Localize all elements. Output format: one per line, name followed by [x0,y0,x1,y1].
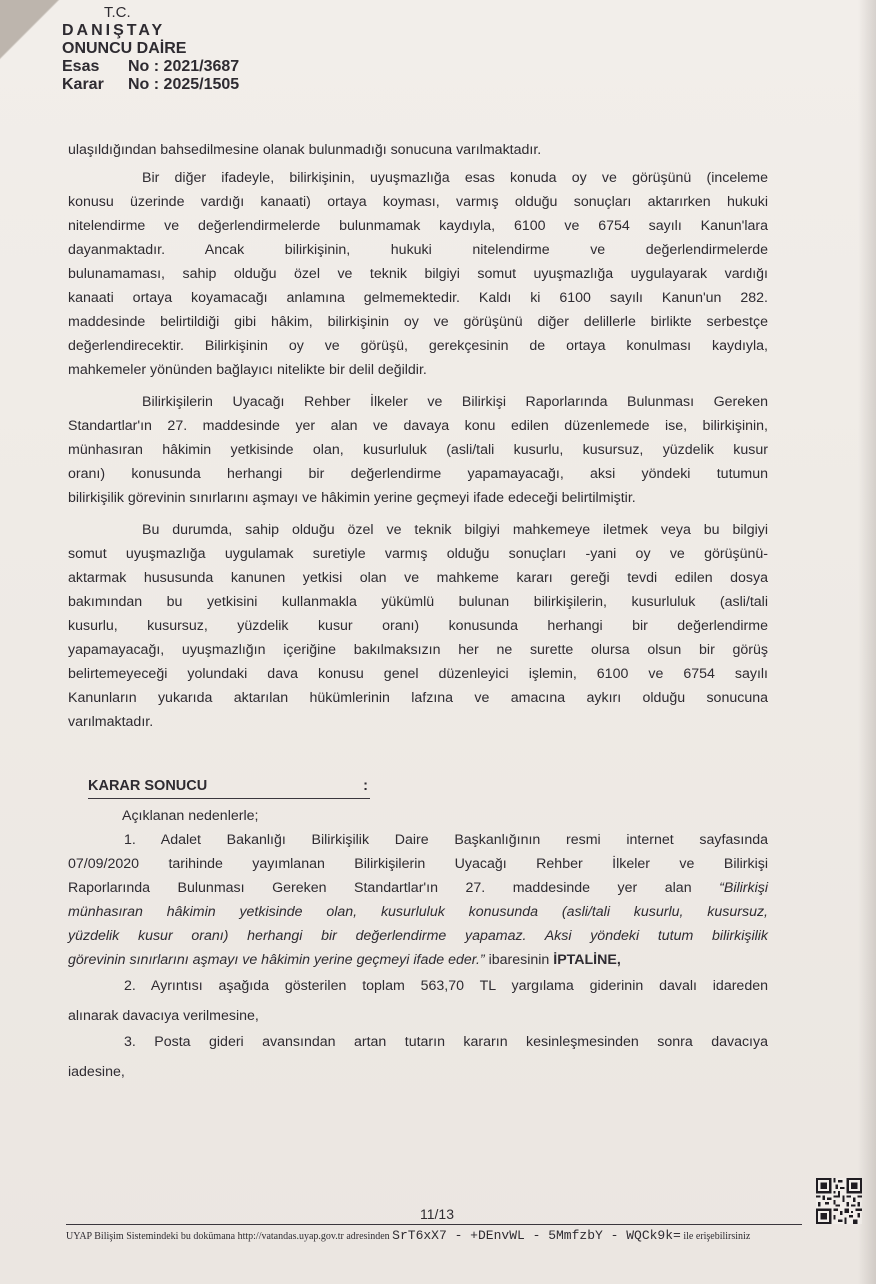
karar-item1-quote: “Bilirkişi [719,880,768,896]
karar-item3-line: 3. Posta gideri avansından artan tutarın kararın kesinleşmesinden sonra davacıya [124,1034,768,1050]
page-edge-shadow [858,0,876,1284]
karar-item1-line: 1. Adalet Bakanlığı Bilirkişilik Daire Başkanlığının resmi internet sayfasında [124,832,768,848]
body-line: münhasıran hâkimin yetkisinde olan, kusurluluk (asli/tali kusurlu, kusursuz, yüzdelik kusur [68,442,768,458]
body-line: Bilirkişilerin Uyacağı Rehber İlkeler ve Bilirkişi Raporlarında Bulunması Gereken [142,394,768,410]
body-line: bulunamaması, sahip olduğu özel ve teknik bilgiyi somut uyuşmazlığa uygulayarak vardığı [68,266,768,282]
body-line: varılmaktadır. [68,714,154,730]
karar-item1-line [68,900,768,924]
body-line: Bu durumda, sahip olduğu özel ve teknik bilgiyi mahkemeye iletmek veya bu bilgiyi [142,522,768,538]
body-line: Kanunların yukarıda aktarılan hükümlerinin lafzına ve amacına aykırı olduğu sonucuna [68,690,768,706]
body-line: somut uyuşmazlığa uygulamak suretiyle varmış olduğu sonuçları -yani oy ve görüşünü- [68,546,768,562]
folded-corner [0,0,60,60]
document-header [62,4,239,94]
uyap-prefix: UYAP Bilişim Sistemindeki bu dokümana http://vatandas.uyap.gov.tr adresinden [66,1231,390,1242]
uyap-access-footer [66,1228,750,1243]
body-line: Bir diğer ifadeyle, bilirkişinin, uyuşmazlığa esas konuda oy ve görüşünü (inceleme [142,170,768,186]
qr-code-icon [816,1178,862,1224]
body-line: oranı) konusunda herhangi bir değerlendirme yapamayacağı, aksi yöndeki tutumun [68,466,768,482]
karar-sonucu-heading [88,774,370,799]
body-line: nitelendirme ve değerlendirmelerde bulunmamak kaydıyla, 6100 ve 6754 sayılı Kanun'lara [68,218,768,234]
body-line: yapamayacağı, uyuşmazlığın içeriğine bakılmaksızın her ne surette olursa olsun bir görüş [68,642,768,658]
body-line: bakımından bu yetkisini kullanmakla yükümlü bulunan bilirkişilerin, kusurluluk (asli/tali [68,594,768,610]
karar-item1-line [68,876,768,900]
karar-sonucu-colon: : [363,778,368,794]
iptaline-verdict: İPTALİNE, [553,952,621,968]
uyap-suffix: ile erişebilirsiniz [683,1231,751,1242]
body-line: aktarmak hususunda kanunen yetkisi olan ve mahkeme kararı gereği tevdi edilen dosya [68,570,768,586]
body-line: bilirkişilik görevinin sınırlarını aşmayı ve hâkimin yerine geçmeyi ifade edeceği belirtilmiştir. [68,490,636,506]
karar-item1-line [68,924,768,948]
esas-number: No : 2021/3687 [128,58,240,75]
karar-item1-quote: yüzdelik kusur oranı) herhangi bir değerlendirme yapamaz. Aksi yöndeki tutum bilirkişilik [68,928,768,944]
karar-item1-text: Raporlarında Bulunması Gereken Standartlar'ın 27. maddesinde yer alan [68,880,692,896]
institution-name: DANIŞTAY [62,22,166,39]
body-line: belirtemeyeceği yolundaki dava konusu genel düzenleyici işlemin, 6100 ve 6754 sayılı [68,666,768,682]
republic-label: T.C. [104,4,131,21]
karar-item1-line: 07/09/2020 tarihinde yayımlanan Bilirkişilerin Uyacağı Rehber İlkeler ve Bilirkişi [68,856,768,872]
esas-label: Esas [62,58,100,75]
body-line: kusurlu, kusursuz, yüzdelik kusur oranı) konusunda herhangi bir değerlendirme [68,618,768,634]
karar-label: Karar [62,76,104,93]
body-line: değerlendirecektir. Bilirkişinin oy ve görüşü, gerekçesinin de ortaya konulması kaydıyla, [68,338,768,354]
karar-item1-quote: münhasıran hâkimin yetkisinde olan, kusurluluk konusunda (asli/tali kusurlu, kusursuz, [68,904,768,920]
page-number: 11/13 [420,1206,454,1222]
body-line: ulaşıldığından bahsedilmesine olanak bulunmadığı sonucuna varılmaktadır. [68,142,542,158]
karar-row [62,76,239,94]
esas-row [62,58,239,76]
karar-item1-quote: görevinin sınırlarını aşmayı ve hâkimin yerine geçmeyi ifade eder.” [68,952,485,968]
document-access-code: SrT6xX7 - +DEnvWL - 5MmfzbY - WQCk9k= [392,1228,681,1243]
body-line: konusu üzerinde vardığı kanaati) ortaya koyması, varmış olduğu sonuçları aktarırken hukuki [68,194,768,210]
karar-item1-line [68,948,768,972]
karar-item2-line: 2. Ayrıntısı aşağıda gösterilen toplam 563,70 TL yargılama giderinin davalı idareden [124,978,768,994]
footer-divider [66,1224,802,1225]
chamber-name: ONUNCU DAİRE [62,40,187,57]
body-line: Standartlar'ın 27. maddesinde yer alan ve davaya konu edilen düzenlemede ise, bilirkişinin, [68,418,768,434]
body-line: mahkemeler yönünden bağlayıcı nitelikte bir delil değildir. [68,362,427,378]
karar-sonucu-title: KARAR SONUCU [88,778,208,794]
karar-number: No : 2025/1505 [128,76,240,93]
body-line: dayanmaktadır. Ancak bilirkişinin, hukuki nitelendirme ve değerlendirmelerde [68,242,768,258]
body-line: maddesinde belirtildiği gibi hâkim, bilirkişinin oy ve görüşünü diğer delillerle birlikte serbestçe [68,314,768,330]
karar-item2-line: alınarak davacıya verilmesine, [68,1008,259,1024]
karar-item3-line: iadesine, [68,1064,125,1080]
karar-item1-text: ibaresinin [484,952,554,968]
karar-intro: Açıklanan nedenlerle; [122,808,259,824]
body-line: kanaati ortaya koyamacağı anlamına gelmemektedir. Kaldı ki 6100 sayılı Kanun'un 282. [68,290,768,306]
